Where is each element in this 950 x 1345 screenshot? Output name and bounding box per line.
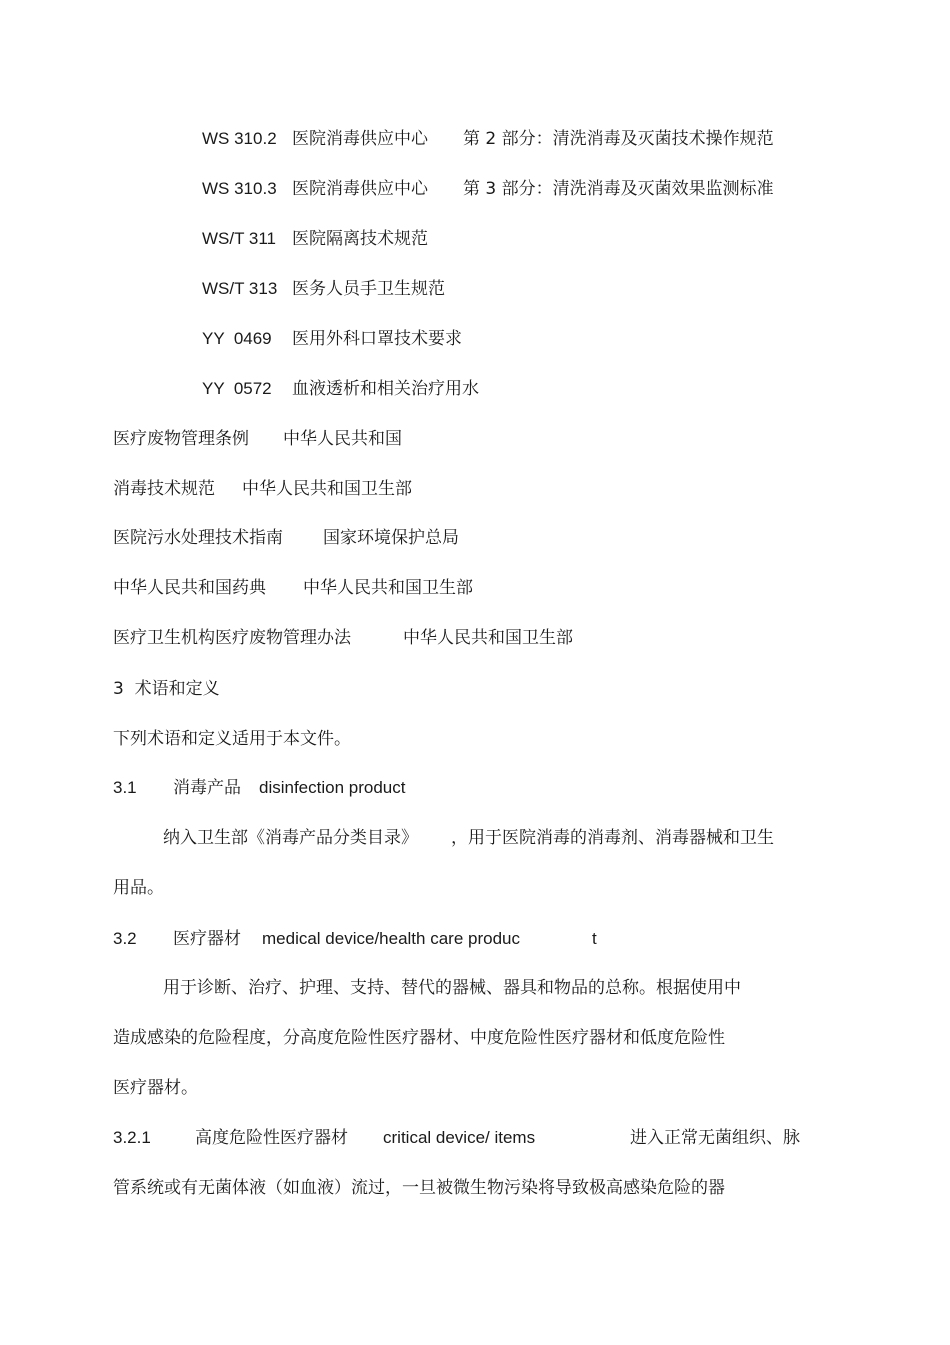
term-english: disinfection product: [259, 778, 406, 797]
term-chinese: 消毒产品: [173, 778, 241, 798]
reference-title: 医务人员手卫生规范: [292, 279, 445, 299]
regulation-issuer: 国家环境保护总局: [323, 528, 459, 548]
reference-part: 第 3 部分：清洗消毒及灭菌效果监测标准: [463, 179, 774, 199]
definition-text: 造成感染的危险程度，分高度危险性医疗器材、中度危险性医疗器材和低度危险性: [113, 1028, 725, 1048]
definition-text: 用于诊断、治疗、护理、支持、替代的器械、器具和物品的总称。根据使用中: [163, 978, 741, 998]
section-heading: 3 术语和定义: [113, 679, 220, 699]
term-chinese: 高度危险性医疗器材: [195, 1128, 348, 1148]
term-english: critical device/ items: [383, 1128, 536, 1147]
reference-title: 血液透析和相关治疗用水: [292, 379, 479, 399]
term-english: medical device/health care produc: [262, 929, 520, 948]
regulation-issuer: 中华人民共和国: [283, 429, 402, 449]
reference-code: WS/T 313: [202, 279, 278, 298]
definition-text: 用品。: [113, 878, 164, 898]
regulation-name: 医院污水处理技术指南: [113, 528, 283, 548]
reference-code: YY 0572: [202, 379, 272, 398]
regulation-issuer: 中华人民共和国卫生部: [303, 578, 473, 598]
reference-code: WS 310.3: [202, 179, 277, 198]
definition-text: 纳入卫生部《消毒产品分类目录》: [163, 828, 418, 848]
reference-title: 医用外科口罩技术要求: [292, 329, 462, 349]
definition-text: ，用于医院消毒的消毒剂、消毒器械和卫生: [451, 828, 774, 848]
reference-title: 医院消毒供应中心: [292, 129, 428, 149]
regulation-issuer: 中华人民共和国卫生部: [403, 628, 573, 648]
definition-text: 医疗器材。: [113, 1078, 198, 1098]
reference-title: 医院消毒供应中心: [292, 179, 428, 199]
reference-code: YY 0469: [202, 329, 272, 348]
reference-title: 医院隔离技术规范: [292, 229, 428, 249]
regulation-name: 医疗废物管理条例: [113, 429, 249, 449]
definition-text: 管系统或有无菌体液（如血液）流过，一旦被微生物污染将导致极高感染危险的器: [113, 1178, 725, 1198]
regulation-issuer: 中华人民共和国卫生部: [242, 479, 412, 499]
regulation-name: 医疗卫生机构医疗废物管理办法: [113, 628, 351, 648]
term-english-tail: t: [592, 929, 597, 948]
section-intro: 下列术语和定义适用于本文件。: [113, 729, 351, 749]
term-number: 3.1: [113, 778, 137, 797]
reference-code: WS/T 311: [202, 229, 277, 248]
term-number: 3.2: [113, 929, 137, 948]
regulation-name: 中华人民共和国药典: [113, 578, 266, 598]
term-chinese: 医疗器材: [173, 929, 241, 949]
regulation-name: 消毒技术规范: [113, 479, 215, 499]
reference-code: WS 310.2: [202, 129, 277, 148]
reference-part: 第 2 部分：清洗消毒及灭菌技术操作规范: [463, 129, 774, 149]
definition-text: 进入正常无菌组织、脉: [630, 1128, 800, 1148]
term-number: 3.2.1: [113, 1128, 151, 1147]
